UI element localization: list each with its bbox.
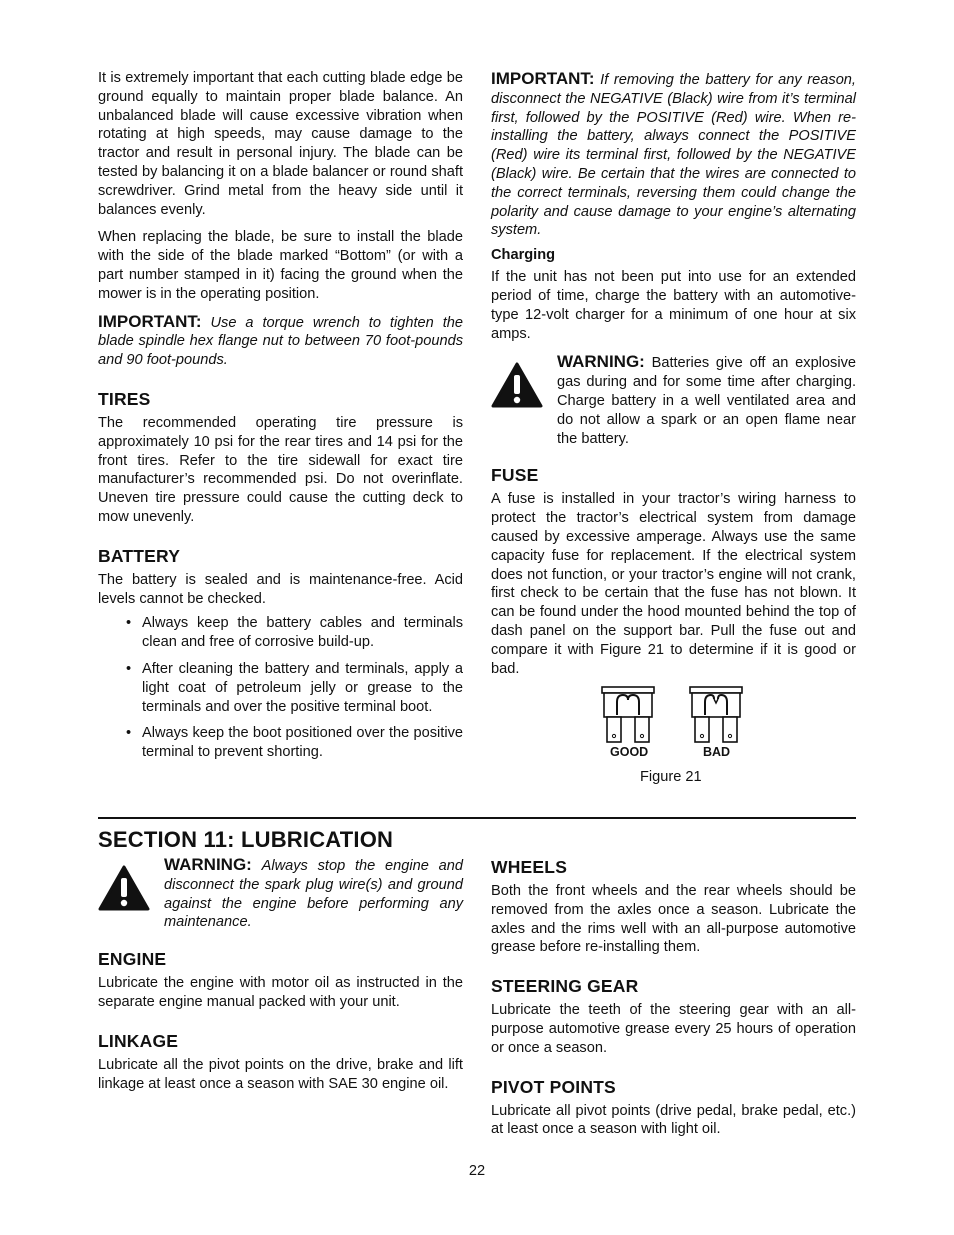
fuse-bad-icon xyxy=(689,686,743,744)
paragraph-tires: The recommended operating tire pressure is approximately 10 psi for the rear tires and 14 psi for the front tires. Refer to the tire sidewall for exact tire manufacturer’s recommended psi. Do not overinflate. Uneven tire pressure could cause the cutting deck to mow unevenly. xyxy=(98,414,463,525)
heading-linkage: LINKAGE xyxy=(98,1030,179,1051)
important-label: IMPORTANT: xyxy=(98,311,202,331)
warning-body: Always stop the engine and disconnect the spark plug wire(s) and ground against the engine before performing any maintenance. xyxy=(164,858,463,931)
heading-engine: ENGINE xyxy=(98,949,167,970)
left-column-section xyxy=(98,826,463,1093)
heading-tires: TIRES xyxy=(98,388,151,409)
warning-triangle-icon xyxy=(98,865,150,911)
bullet-glyph: • xyxy=(126,615,132,632)
important-text: Use a torque wrench to tighten the blade spindle hex flange nut to between 70 foot-pounds and 90 foot-pounds. xyxy=(98,314,463,369)
left-column-top xyxy=(98,69,463,762)
important-text: If removing the battery for any reason, disconnect the NEGATIVE (Black) wire from it’s terminal first, followed by the POSITIVE (Red) wire. When re-installing the battery, always connect the POSITIVE (Red) wire its terminal first, followed by the NEGATIVE (Black) wire. Be certain that the wires are connected to the correct terminals, reversing them could change the polarity and cause damage to your engine’s alternating system. xyxy=(491,72,856,239)
right-column-top xyxy=(491,70,856,786)
paragraph-wheels: Both the front wheels and the rear wheels should be removed from the axles once a season. Lubricate the axles and the rims well with an all-purpose automotive grease before re-installing them. xyxy=(491,883,856,956)
section-title: SECTION 11: LUBRICATION xyxy=(98,827,394,852)
warning-label: WARNING: xyxy=(557,352,645,372)
heading-wheels: WHEELS xyxy=(491,857,568,877)
heading-battery: BATTERY xyxy=(98,545,181,566)
page-number: 22 xyxy=(468,1163,486,1179)
paragraph-pivot-points: Lubricate all pivot points (drive pedal, brake pedal, etc.) at least once a season with light oil. xyxy=(491,1102,856,1138)
list-item xyxy=(98,614,463,652)
important-note-torque xyxy=(98,313,463,370)
paragraph-charging: If the unit has not been put into use for an extended period of time, charge the battery with an automotive-type 12-volt charger for a minimum of one hour at six amps. xyxy=(491,269,856,342)
warning-triangle-icon xyxy=(491,362,543,408)
figure-caption: Figure 21 xyxy=(640,769,702,786)
battery-bullet-list xyxy=(98,614,463,762)
heading-pivot-points: PIVOT POINTS xyxy=(491,1076,616,1097)
fuse-good-label: GOOD xyxy=(610,745,649,760)
warning-text xyxy=(164,856,463,932)
bullet-glyph: • xyxy=(126,725,132,742)
list-item-text: Always keep the boot positioned over the positive terminal to prevent shorting. xyxy=(142,725,463,761)
heading-charging: Charging xyxy=(491,247,556,264)
section-divider xyxy=(98,817,856,819)
list-item-text: Always keep the battery cables and terminals clean and free of corrosive build-up. xyxy=(142,615,463,651)
heading-fuse: FUSE xyxy=(491,465,539,486)
paragraph-blade-replace: When replacing the blade, be sure to install the blade with the side of the blade marked “Bottom” (or with a part number stamped in it) facing the ground when the mower is in the operating position. xyxy=(98,229,463,302)
paragraph-fuse: A fuse is installed in your tractor’s wiring harness to protect the tractor’s electrical system from damage caused by excessive amperage. Always use the same capacity fuse for replacement. If the electrical system does not function, or your tractor’s engine will not crank, first check to be certain that the fuse has not blown. It can be found under the hood mounted behind the top of dash panel on the support bar. Pull the fuse out and compare it with Figure 21 to determine if it is good or bad. xyxy=(491,491,856,677)
warning-text xyxy=(557,353,856,448)
important-note-battery xyxy=(491,70,856,240)
paragraph-linkage: Lubricate all the pivot points on the drive, brake and lift linkage at least once a season with SAE 30 engine oil. xyxy=(98,1056,463,1092)
paragraph-blade-balance: It is extremely important that each cutting blade edge be ground equally to maintain proper blade balance. An unbalanced blade will cause excessive vibration when rotating at high speeds, may cause damage to the tractor and result in personal injury. The blade can be tested by balancing it on a blade balancer or round shaft screwdriver. Grind metal from the heavy side until it balances evenly. xyxy=(98,70,463,218)
warning-stop-engine xyxy=(98,856,463,932)
warning-battery-gas xyxy=(491,353,856,448)
fuse-good-icon xyxy=(601,686,655,744)
warning-body: Batteries give off an explosive gas during and for some time after charging. Charge battery in a well ventilated area and do not allow a spark or an open flame near the battery. xyxy=(557,355,856,447)
warning-label: WARNING: xyxy=(164,855,252,874)
figure-21-fuse xyxy=(491,678,856,786)
bullet-glyph: • xyxy=(126,660,132,677)
right-column-section xyxy=(491,856,856,1139)
paragraph-engine: Lubricate the engine with motor oil as instructed in the separate engine manual packed with your unit. xyxy=(98,975,463,1010)
paragraph-battery: The battery is sealed and is maintenance-free. Acid levels cannot be checked. xyxy=(98,571,463,607)
list-item-text: After cleaning the battery and terminals, apply a light coat of petroleum jelly or grease to the terminals and over the positive terminal boot. xyxy=(142,660,463,715)
important-label: IMPORTANT: xyxy=(491,69,595,88)
fuse-bad-label: BAD xyxy=(703,745,731,760)
heading-steering-gear: STEERING GEAR xyxy=(491,976,639,997)
list-item xyxy=(98,724,463,762)
list-item xyxy=(98,660,463,716)
paragraph-steering-gear: Lubricate the teeth of the steering gear with an all-purpose automotive grease every 25 hours of operation or once a season. xyxy=(491,1002,856,1056)
